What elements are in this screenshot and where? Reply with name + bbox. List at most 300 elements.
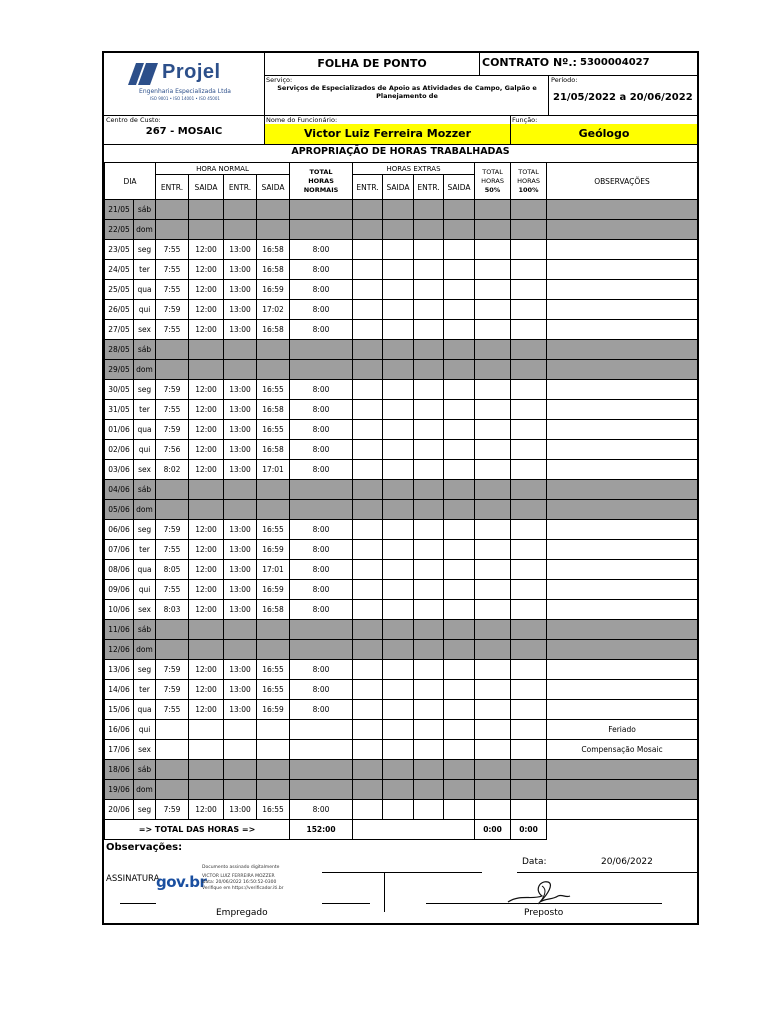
cell-entry-1: 7:55 xyxy=(156,700,189,720)
cell-total-100 xyxy=(511,660,547,680)
table-row xyxy=(105,480,698,500)
col-total-50-l3: 50% xyxy=(484,185,501,194)
cell-exit-1: 12:00 xyxy=(189,280,224,300)
timesheet xyxy=(102,51,699,925)
cell-extra-entry-1 xyxy=(353,500,383,520)
table-row xyxy=(105,640,698,660)
table-row xyxy=(105,700,698,720)
cell-extra-entry-1 xyxy=(353,560,383,580)
cell-extra-exit-1 xyxy=(383,280,414,300)
cell-observation xyxy=(547,760,698,780)
cell-entry-1 xyxy=(156,480,189,500)
cell-exit-1 xyxy=(189,480,224,500)
employee-name: Victor Luiz Ferreira Mozzer xyxy=(265,124,510,144)
cell-total-50 xyxy=(475,720,511,740)
cell-date: 22/05 xyxy=(105,220,134,240)
cell-total-normal: 8:00 xyxy=(290,240,353,260)
cell-entry-2 xyxy=(224,740,257,760)
cell-exit-2: 16:58 xyxy=(257,320,290,340)
cell-entry-2 xyxy=(224,200,257,220)
cell-total-100 xyxy=(511,780,547,800)
cell-weekday: sex xyxy=(134,740,156,760)
cell-total-50 xyxy=(475,780,511,800)
cell-total-100 xyxy=(511,380,547,400)
table-row xyxy=(105,320,698,340)
cell-date: 14/06 xyxy=(105,680,134,700)
cell-extra-exit-1 xyxy=(383,680,414,700)
cell-exit-2: 16:58 xyxy=(257,240,290,260)
cell-extra-exit-1 xyxy=(383,600,414,620)
cell-extra-exit-1 xyxy=(383,580,414,600)
totals-extra-blank xyxy=(353,820,475,840)
cell-extra-exit-2 xyxy=(444,580,475,600)
cell-entry-2: 13:00 xyxy=(224,600,257,620)
cell-extra-entry-2 xyxy=(414,340,444,360)
cell-exit-2: 17:01 xyxy=(257,460,290,480)
table-row xyxy=(105,720,698,740)
footer xyxy=(104,840,697,923)
cell-entry-2 xyxy=(224,720,257,740)
digital-sig-line-2: VICTOR LUIZ FERREIRA MOZZER xyxy=(202,874,275,879)
period-separator: a xyxy=(619,92,627,103)
totals-normal: 152:00 xyxy=(290,820,353,840)
table-row xyxy=(105,380,698,400)
totals-label: => TOTAL DAS HORAS => xyxy=(105,820,290,840)
cell-weekday: ter xyxy=(134,540,156,560)
cell-exit-2: 16:55 xyxy=(257,420,290,440)
cell-entry-1 xyxy=(156,340,189,360)
cell-entry-1: 7:55 xyxy=(156,320,189,340)
cell-extra-exit-1 xyxy=(383,740,414,760)
cell-observation xyxy=(547,320,698,340)
cell-exit-1 xyxy=(189,740,224,760)
cell-extra-entry-2 xyxy=(414,360,444,380)
cell-entry-1 xyxy=(156,220,189,240)
cell-extra-exit-2 xyxy=(444,780,475,800)
cell-date: 25/05 xyxy=(105,280,134,300)
cell-extra-entry-1 xyxy=(353,760,383,780)
cell-extra-exit-1 xyxy=(383,220,414,240)
cell-observation xyxy=(547,660,698,680)
cell-total-normal: 8:00 xyxy=(290,440,353,460)
cell-total-50 xyxy=(475,580,511,600)
cell-entry-2 xyxy=(224,640,257,660)
cell-extra-entry-1 xyxy=(353,360,383,380)
cell-exit-1 xyxy=(189,720,224,740)
cell-entry-1: 8:05 xyxy=(156,560,189,580)
cell-exit-2: 16:58 xyxy=(257,440,290,460)
period-label: Período: xyxy=(551,76,578,84)
cell-total-normal: 8:00 xyxy=(290,700,353,720)
cell-weekday: seg xyxy=(134,240,156,260)
cell-extra-entry-1 xyxy=(353,460,383,480)
cell-exit-1: 12:00 xyxy=(189,440,224,460)
cell-exit-1: 12:00 xyxy=(189,800,224,820)
preposto-signature-icon xyxy=(504,876,574,912)
cell-observation xyxy=(547,220,698,240)
cell-exit-2 xyxy=(257,760,290,780)
cell-weekday: dom xyxy=(134,360,156,380)
cell-extra-entry-2 xyxy=(414,440,444,460)
cell-total-normal: 8:00 xyxy=(290,520,353,540)
observations-label: Observações: xyxy=(106,842,183,853)
cell-exit-2 xyxy=(257,480,290,500)
cell-weekday: sáb xyxy=(134,480,156,500)
service-label: Serviço: xyxy=(266,76,293,84)
cell-extra-exit-1 xyxy=(383,620,414,640)
cell-observation xyxy=(547,460,698,480)
cell-total-100 xyxy=(511,760,547,780)
cell-entry-1: 7:59 xyxy=(156,380,189,400)
cell-total-100 xyxy=(511,740,547,760)
cell-total-100 xyxy=(511,360,547,380)
col-extra-entr-2: ENTR. xyxy=(414,175,444,200)
cell-total-normal: 8:00 xyxy=(290,420,353,440)
cell-weekday: sáb xyxy=(134,200,156,220)
cell-date: 24/05 xyxy=(105,260,134,280)
cell-total-50 xyxy=(475,300,511,320)
totals-row xyxy=(105,820,698,840)
cell-weekday: seg xyxy=(134,520,156,540)
cell-observation xyxy=(547,440,698,460)
cell-entry-2: 13:00 xyxy=(224,800,257,820)
cell-entry-1 xyxy=(156,740,189,760)
cell-extra-entry-2 xyxy=(414,240,444,260)
col-dia: DIA xyxy=(105,163,156,200)
cell-date: 12/06 xyxy=(105,640,134,660)
cell-total-50 xyxy=(475,440,511,460)
cell-total-normal xyxy=(290,220,353,240)
col-extra-entr-1: ENTR. xyxy=(353,175,383,200)
cell-total-50 xyxy=(475,340,511,360)
cell-exit-2 xyxy=(257,640,290,660)
cell-total-100 xyxy=(511,400,547,420)
cell-extra-entry-2 xyxy=(414,580,444,600)
cell-extra-entry-1 xyxy=(353,320,383,340)
cell-extra-exit-1 xyxy=(383,520,414,540)
cell-exit-2 xyxy=(257,200,290,220)
cell-entry-1: 7:55 xyxy=(156,240,189,260)
cell-extra-exit-2 xyxy=(444,300,475,320)
cell-extra-exit-2 xyxy=(444,720,475,740)
col-extra-saida-2: SAIDA xyxy=(444,175,475,200)
cell-weekday: qua xyxy=(134,700,156,720)
col-entr-1: ENTR. xyxy=(156,175,189,200)
cell-extra-entry-1 xyxy=(353,300,383,320)
cell-total-normal xyxy=(290,200,353,220)
col-total-normais-l3: NORMAIS xyxy=(303,185,339,194)
cell-date: 05/06 xyxy=(105,500,134,520)
section-title: APROPRIAÇÃO DE HORAS TRABALHADAS xyxy=(291,146,510,157)
cell-weekday: dom xyxy=(134,500,156,520)
company-certs: ISO 9001 • ISO 14001 • ISO 45001 xyxy=(150,96,220,101)
cell-total-100 xyxy=(511,580,547,600)
cell-exit-1: 12:00 xyxy=(189,600,224,620)
cell-exit-1: 12:00 xyxy=(189,380,224,400)
table-row xyxy=(105,400,698,420)
cell-observation xyxy=(547,540,698,560)
cell-entry-2: 13:00 xyxy=(224,420,257,440)
cell-exit-1 xyxy=(189,640,224,660)
cell-total-100 xyxy=(511,500,547,520)
cell-weekday: dom xyxy=(134,220,156,240)
cell-extra-entry-1 xyxy=(353,780,383,800)
cell-extra-exit-1 xyxy=(383,760,414,780)
contract-number: 5300004027 xyxy=(580,57,650,68)
cell-total-normal: 8:00 xyxy=(290,460,353,480)
cell-extra-entry-1 xyxy=(353,480,383,500)
col-total-50-l2: HORAS xyxy=(481,176,504,185)
cell-entry-1: 7:55 xyxy=(156,580,189,600)
cell-extra-entry-2 xyxy=(414,560,444,580)
cell-extra-entry-2 xyxy=(414,760,444,780)
cell-observation xyxy=(547,300,698,320)
cell-entry-2 xyxy=(224,340,257,360)
cell-extra-exit-2 xyxy=(444,480,475,500)
table-row xyxy=(105,280,698,300)
cell-entry-1 xyxy=(156,500,189,520)
cell-date: 31/05 xyxy=(105,400,134,420)
table-header-row-1 xyxy=(105,163,698,175)
cell-extra-entry-2 xyxy=(414,280,444,300)
cell-extra-exit-1 xyxy=(383,660,414,680)
cell-weekday: ter xyxy=(134,400,156,420)
cell-exit-1: 12:00 xyxy=(189,540,224,560)
cell-exit-2 xyxy=(257,360,290,380)
cell-entry-2: 13:00 xyxy=(224,560,257,580)
cell-entry-1 xyxy=(156,640,189,660)
service-value: Serviços de Especializados de Apoio as Atividades de Campo, Galpão e Planejamento de xyxy=(277,84,537,100)
cell-exit-2 xyxy=(257,340,290,360)
cell-total-normal: 8:00 xyxy=(290,660,353,680)
cell-date: 11/06 xyxy=(105,620,134,640)
table-row xyxy=(105,580,698,600)
cell-extra-exit-2 xyxy=(444,400,475,420)
cell-entry-1: 7:59 xyxy=(156,680,189,700)
cell-exit-1 xyxy=(189,760,224,780)
cell-weekday: qui xyxy=(134,580,156,600)
cell-total-50 xyxy=(475,680,511,700)
cell-exit-2: 16:55 xyxy=(257,380,290,400)
cell-date: 29/05 xyxy=(105,360,134,380)
cell-date: 27/05 xyxy=(105,320,134,340)
cell-total-normal: 8:00 xyxy=(290,580,353,600)
cell-entry-1: 7:55 xyxy=(156,400,189,420)
cell-exit-2: 16:58 xyxy=(257,400,290,420)
cell-observation xyxy=(547,620,698,640)
cell-observation xyxy=(547,700,698,720)
table-row xyxy=(105,500,698,520)
period-end: 20/06/2022 xyxy=(629,92,693,103)
table-row xyxy=(105,220,698,240)
table-row xyxy=(105,460,698,480)
cell-observation xyxy=(547,200,698,220)
cell-total-normal xyxy=(290,720,353,740)
cell-extra-exit-2 xyxy=(444,380,475,400)
cell-exit-1 xyxy=(189,620,224,640)
cell-total-50 xyxy=(475,640,511,660)
table-row xyxy=(105,300,698,320)
cell-entry-2: 13:00 xyxy=(224,300,257,320)
cost-center-label: Centro de Custo: xyxy=(106,116,161,124)
cell-entry-1: 7:59 xyxy=(156,300,189,320)
cell-extra-exit-2 xyxy=(444,660,475,680)
cell-total-100 xyxy=(511,220,547,240)
cell-date: 18/06 xyxy=(105,760,134,780)
cell-extra-entry-2 xyxy=(414,660,444,680)
cell-exit-2: 17:01 xyxy=(257,560,290,580)
cell-observation xyxy=(547,360,698,380)
col-saida-2: SAIDA xyxy=(257,175,290,200)
cell-extra-entry-2 xyxy=(414,780,444,800)
cell-total-100 xyxy=(511,520,547,540)
table-row xyxy=(105,360,698,380)
cell-extra-entry-1 xyxy=(353,540,383,560)
cell-entry-2: 13:00 xyxy=(224,400,257,420)
cell-total-50 xyxy=(475,480,511,500)
cell-total-100 xyxy=(511,440,547,460)
cell-extra-exit-1 xyxy=(383,380,414,400)
cell-date: 17/06 xyxy=(105,740,134,760)
cell-exit-2: 16:58 xyxy=(257,260,290,280)
cell-extra-entry-2 xyxy=(414,200,444,220)
cell-extra-exit-2 xyxy=(444,800,475,820)
cell-extra-exit-1 xyxy=(383,700,414,720)
digital-sig-line-1: Documento assinado digitalmente xyxy=(202,865,280,870)
cell-extra-exit-1 xyxy=(383,440,414,460)
cell-date: 20/06 xyxy=(105,800,134,820)
cell-extra-entry-2 xyxy=(414,540,444,560)
cell-total-50 xyxy=(475,240,511,260)
cell-date: 28/05 xyxy=(105,340,134,360)
table-row xyxy=(105,520,698,540)
cell-weekday: qui xyxy=(134,720,156,740)
cell-weekday: sex xyxy=(134,460,156,480)
cell-extra-exit-1 xyxy=(383,360,414,380)
cell-entry-1: 7:55 xyxy=(156,260,189,280)
cell-exit-2 xyxy=(257,780,290,800)
cell-weekday: qui xyxy=(134,300,156,320)
cell-weekday: sex xyxy=(134,600,156,620)
cell-entry-1: 7:55 xyxy=(156,540,189,560)
cell-extra-entry-2 xyxy=(414,740,444,760)
cell-exit-1: 12:00 xyxy=(189,400,224,420)
cell-extra-entry-1 xyxy=(353,580,383,600)
contract-label: CONTRATO Nº.: xyxy=(482,56,577,69)
cell-total-100 xyxy=(511,280,547,300)
cell-entry-1: 7:59 xyxy=(156,420,189,440)
cell-exit-1: 12:00 xyxy=(189,700,224,720)
cell-total-50 xyxy=(475,520,511,540)
cell-date: 21/05 xyxy=(105,200,134,220)
cell-extra-entry-1 xyxy=(353,440,383,460)
col-total-50-l1: TOTAL xyxy=(482,167,503,176)
table-row xyxy=(105,620,698,640)
cell-date: 30/05 xyxy=(105,380,134,400)
cell-weekday: sáb xyxy=(134,620,156,640)
cell-total-100 xyxy=(511,620,547,640)
cell-extra-entry-1 xyxy=(353,260,383,280)
col-total-normais-l1: TOTAL xyxy=(309,167,333,176)
cell-entry-2 xyxy=(224,620,257,640)
cell-exit-2 xyxy=(257,500,290,520)
cell-extra-entry-2 xyxy=(414,620,444,640)
cell-exit-1: 12:00 xyxy=(189,580,224,600)
col-horas-extras: HORAS EXTRAS xyxy=(353,163,475,175)
col-total-normais-l2: HORAS xyxy=(308,176,334,185)
table-row xyxy=(105,660,698,680)
cell-observation xyxy=(547,580,698,600)
cell-extra-entry-2 xyxy=(414,400,444,420)
cell-extra-exit-1 xyxy=(383,340,414,360)
cell-date: 04/06 xyxy=(105,480,134,500)
cell-date: 06/06 xyxy=(105,520,134,540)
cell-entry-1: 7:56 xyxy=(156,440,189,460)
cell-total-50 xyxy=(475,540,511,560)
cell-extra-exit-1 xyxy=(383,480,414,500)
cell-exit-1 xyxy=(189,220,224,240)
cell-total-normal: 8:00 xyxy=(290,320,353,340)
cell-extra-entry-2 xyxy=(414,300,444,320)
cell-extra-entry-2 xyxy=(414,600,444,620)
cell-extra-exit-1 xyxy=(383,540,414,560)
cell-extra-entry-2 xyxy=(414,460,444,480)
cell-total-normal: 8:00 xyxy=(290,560,353,580)
cell-extra-entry-1 xyxy=(353,240,383,260)
table-row xyxy=(105,560,698,580)
cell-entry-1: 7:59 xyxy=(156,800,189,820)
cell-extra-entry-1 xyxy=(353,280,383,300)
col-total-100-l3: 100% xyxy=(518,185,539,194)
cell-extra-exit-2 xyxy=(444,260,475,280)
table-row xyxy=(105,200,698,220)
cell-extra-exit-2 xyxy=(444,700,475,720)
cell-entry-2: 13:00 xyxy=(224,440,257,460)
col-observacoes: OBSERVAÇÕES xyxy=(547,163,698,200)
cell-total-50 xyxy=(475,320,511,340)
cell-date: 23/05 xyxy=(105,240,134,260)
cell-extra-entry-1 xyxy=(353,700,383,720)
cell-extra-entry-1 xyxy=(353,400,383,420)
cell-total-normal: 8:00 xyxy=(290,380,353,400)
col-total-100-l1: TOTAL xyxy=(518,167,539,176)
cell-total-normal: 8:00 xyxy=(290,600,353,620)
cell-extra-entry-1 xyxy=(353,340,383,360)
cell-extra-exit-1 xyxy=(383,320,414,340)
cell-exit-1: 12:00 xyxy=(189,460,224,480)
cell-entry-2: 13:00 xyxy=(224,660,257,680)
cell-extra-entry-1 xyxy=(353,220,383,240)
cell-total-50 xyxy=(475,800,511,820)
cell-total-normal: 8:00 xyxy=(290,400,353,420)
cell-observation xyxy=(547,520,698,540)
cell-weekday: ter xyxy=(134,260,156,280)
cell-total-50 xyxy=(475,220,511,240)
cell-weekday: ter xyxy=(134,680,156,700)
cell-entry-2: 13:00 xyxy=(224,540,257,560)
cell-observation xyxy=(547,420,698,440)
cell-extra-entry-1 xyxy=(353,660,383,680)
cell-total-50 xyxy=(475,360,511,380)
cell-exit-1: 12:00 xyxy=(189,320,224,340)
cell-entry-1 xyxy=(156,200,189,220)
col-extra-saida-1: SAIDA xyxy=(383,175,414,200)
cell-extra-exit-2 xyxy=(444,760,475,780)
cell-exit-1 xyxy=(189,360,224,380)
hours-table xyxy=(104,162,698,840)
cell-extra-exit-1 xyxy=(383,260,414,280)
cell-exit-1 xyxy=(189,500,224,520)
